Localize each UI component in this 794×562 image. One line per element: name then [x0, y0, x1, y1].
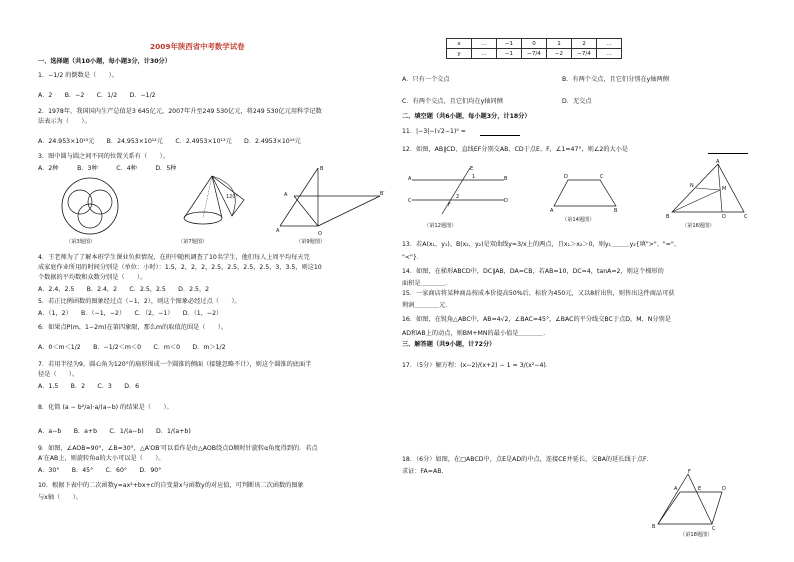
svg-text:B: B — [614, 208, 618, 214]
table-row-x — [447, 39, 622, 49]
question-13-line2: "<"}． — [402, 254, 424, 261]
answer-blank — [480, 129, 520, 136]
figure-9-caption: （第9题图） — [296, 239, 326, 245]
figure-3-caption: （第3题图） — [66, 239, 96, 245]
question-1-options: A．2 B．−2 C．1/2 D．−1/2 — [38, 92, 156, 99]
svg-text:A: A — [674, 486, 678, 492]
svg-text:C: C — [712, 526, 716, 532]
svg-text:B′: B′ — [380, 191, 385, 197]
svg-text:M: M — [722, 186, 727, 192]
figure-7-angle-label: 120° — [226, 194, 239, 200]
question-9-line2: A′在AB上，则旋转角α的大小可以是（ ）。 — [38, 455, 165, 462]
table-cell: … — [597, 39, 622, 49]
svg-text:1: 1 — [472, 174, 476, 180]
question-2-line2: 法表示为（ ）。 — [38, 118, 91, 125]
question-18-line2: 求证：FA=AB． — [402, 468, 448, 475]
question-7-options: A．1.5 B．2 C．3 D．6 — [38, 383, 140, 390]
svg-text:E: E — [470, 166, 474, 172]
figure-14-trapezoid — [550, 170, 622, 214]
figure-9-rotation — [276, 164, 388, 236]
svg-text:D: D — [564, 174, 568, 180]
table-cell: 1 — [547, 39, 572, 49]
question-10-option-d: D．无交点 — [562, 98, 592, 105]
question-4-line2: 成家庭作业所用的时间分别是（单位：小时）：1.5，2，2，2，2.5，2.5，2.5，2.5，3，3.5，则这10 — [38, 264, 322, 271]
svg-text:F: F — [448, 202, 451, 208]
question-4-options: A．2.4，2.5 B．2.4，2 C．2.5，2.5 D．2.5，2 — [38, 286, 210, 293]
question-10-line1: 10．根据下表中的二次函数y=ax²+bx+c的自变量x与函数y的对应值，可判断该二次函数的图象 — [38, 482, 304, 489]
svg-text:A: A — [276, 228, 280, 234]
table-row-y — [447, 49, 622, 59]
question-3-options: A．2种 B．3种 C．4种 D．5种 — [38, 165, 177, 172]
figure-7-cone — [170, 172, 248, 238]
svg-text:D: D — [722, 214, 726, 220]
question-6-options: A．0＜m＜1/2 B．−1/2＜m＜0 C．m＜0 D．m＞1/2 — [38, 344, 226, 351]
svg-text:O: O — [318, 231, 322, 237]
question-7-line2: 径是（ ）。 — [38, 371, 79, 378]
question-10-option-b: B．有两个交点，且它们分别在y轴两侧 — [562, 76, 669, 83]
quadratic-value-table — [446, 38, 622, 59]
svg-text:A: A — [408, 176, 412, 182]
table-cell: −2 — [547, 49, 572, 59]
svg-text:B: B — [652, 524, 656, 530]
question-3: 3．图中圆与圆之间不同的位置关系有（ ）。 — [38, 153, 169, 160]
table-cell: x — [447, 39, 472, 49]
question-2-options: A．24.953×10¹³元 B．24.953×10¹²元 C．2.4953×10¹³元 D．2.4953×10¹⁴元 — [38, 138, 301, 145]
question-5-options: A．（1，2） B．（−1，−2） C．（2，−1） D．（1，−2） — [38, 310, 223, 317]
question-9-line1: 9．如图，∠AOB=90°，∠B=30°，△A′OB′可以看作是由△AOB绕点O顺时针旋转α角度得到的．若点 — [38, 445, 318, 452]
question-14-line1: 14．如图，在梯形ABCD中，DC∥AB，DA=CB，若AB=10，DC=4，tanA=2，则这个梯形的 — [402, 268, 664, 275]
question-15-line1: 15．一家商店将某种商品按成本价提高50%后，标价为450元，又以8折出售，则售出这件商品可获 — [402, 290, 675, 297]
question-16-line2: AD和AB上的动点，则BM+MN的最小值是＿＿＿＿． — [402, 330, 550, 337]
question-2-line1: 2．1978年，我国国内生产总值是3 645亿元，2007年升至249 530亿元，将249 530亿元用科学记数 — [38, 108, 322, 115]
svg-text:A: A — [284, 192, 288, 198]
svg-text:B: B — [666, 214, 670, 220]
table-cell: −1 — [497, 49, 522, 59]
svg-text:C: C — [408, 198, 412, 204]
question-15-line2: 利润＿＿＿＿元． — [402, 302, 452, 309]
question-18-line1: 18．（6分）如图，在□ABCD中，点E是AD的中点，连接CE并延长，交BA的延长线于点F． — [402, 456, 653, 463]
question-11: 11．|−3|−(√2−1)⁰ = — [402, 128, 466, 135]
figure-3-circles — [60, 176, 124, 236]
svg-text:C: C — [744, 214, 748, 220]
table-cell: … — [472, 49, 497, 59]
question-10-line2: 与x轴（ ）。 — [38, 494, 82, 501]
question-7-line1: 7．若用半径为9，圆心角为120°的扇形围成一个圆锥的侧面（接缝忽略不计），则这个圆锥的底面半 — [38, 361, 312, 368]
svg-text:C: C — [600, 174, 604, 180]
figure-16-caption: （第16题图） — [682, 223, 715, 229]
table-cell: −1 — [497, 39, 522, 49]
question-1: 1．−1/2 的倒数是（ ）。 — [38, 72, 118, 79]
svg-text:E: E — [698, 486, 702, 492]
figure-12-caption: （第12题图） — [424, 223, 457, 229]
svg-text:F: F — [688, 469, 691, 475]
question-14-line2: 面积是＿＿＿＿． — [402, 280, 452, 287]
figure-18-caption: （第18题图） — [680, 532, 713, 538]
table-cell: 0 — [522, 39, 547, 49]
figure-18-parallelogram — [652, 470, 736, 530]
table-cell: −7/4 — [522, 49, 547, 59]
table-cell: −7/4 — [572, 49, 597, 59]
svg-text:2: 2 — [456, 194, 460, 200]
answer-blank — [708, 147, 748, 154]
table-cell: … — [597, 49, 622, 59]
figure-7-caption: （第7题图） — [178, 239, 208, 245]
table-cell: y — [447, 49, 472, 59]
question-6: 6．如果点P(m，1−2m)在第四象限，那么m的取值范围是（ ）。 — [38, 324, 228, 331]
question-9-options: A．30° B．45° C．60° D．90° — [38, 467, 162, 474]
question-5: 5．若正比例函数的图象经过点（−1，2），则这个图象必经过点（ ）。 — [38, 298, 241, 305]
section-fill-heading: 二、填空题（共6小题，每小题3分，计18分） — [402, 113, 531, 120]
exam-title: 2009年陕西省中考数学试卷 — [150, 42, 245, 51]
svg-text:A: A — [550, 208, 554, 214]
svg-text:N: N — [690, 183, 694, 189]
question-4-line1: 4．王老师为了了解本班学生课业负担情况，在班中随机调查了10名学生，他们每人上周平均每天完 — [38, 254, 310, 261]
svg-text:B: B — [504, 176, 508, 182]
section-choice-heading: 一、选择题（共10小题，每小题3分，计30分） — [38, 58, 171, 65]
question-8: 8．化简 (a − b²/a)·a/(a−b) 的结果是（ ）。 — [38, 404, 173, 411]
svg-text:D: D — [722, 486, 726, 492]
svg-text:B: B — [320, 166, 324, 172]
table-cell: 2 — [572, 39, 597, 49]
question-10-option-c: C．有两个交点，且它们均在y轴同侧 — [402, 98, 503, 105]
figure-16-triangle — [664, 160, 750, 220]
figure-12-parallel-lines — [408, 166, 508, 218]
question-8-options: A．a−b B．a+b C．1/(a−b) D．1/(a+b) — [38, 428, 191, 435]
question-12: 12．如图，AB∥CD，直线EF分别交AB、CD于点E、F，∠1=47°，则∠2的大小是 — [402, 146, 629, 153]
svg-text:A: A — [716, 159, 720, 165]
figure-14-caption: （第14题图） — [562, 217, 595, 223]
question-10-option-a: A．只有一个交点 — [402, 76, 450, 83]
question-4-line3: 个数据的平均数和众数分别是（ ）。 — [38, 274, 147, 281]
question-13-line1: 13．若A(x₁，y₁)、B(x₂，y₂)是双曲线y=3/x上的两点，且x₁＞x₂＞0，则y₁＿＿＿y₂{填">"、"="、 — [402, 241, 680, 248]
question-16-line1: 16．如图，在锐角△ABC中，AB=4√2，∠BAC=45°，∠BAC的平分线交BC于点D，M、N分别是 — [402, 316, 671, 323]
section-answer-heading: 三、解答题（共9小题，计72分） — [402, 341, 496, 348]
table-cell: … — [472, 39, 497, 49]
question-17: 17．（5分）解方程：(x−2)/(x+2) − 1 = 3/(x²−4)． — [402, 362, 552, 369]
svg-text:D: D — [504, 198, 508, 204]
